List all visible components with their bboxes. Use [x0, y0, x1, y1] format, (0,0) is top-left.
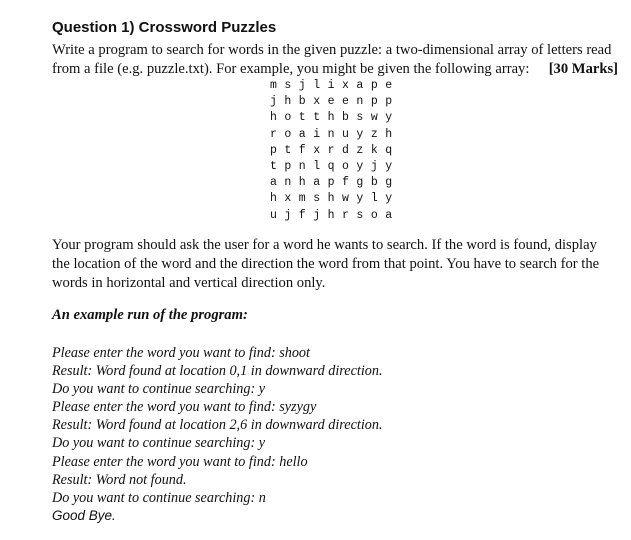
example-heading: An example run of the program:: [52, 307, 248, 323]
example-line: Do you want to continue searching: y: [52, 435, 266, 452]
puzzle-row: h x m s h w y l y: [270, 192, 393, 206]
example-line: Do you want to continue searching: n: [52, 489, 266, 506]
goodbye-text: Good Bye.: [52, 507, 116, 523]
example-line: Please enter the word you want to find: shoot: [52, 345, 310, 361]
marks-label: [30 Marks]: [548, 61, 618, 77]
example-run: [52, 344, 383, 525]
puzzle-row: h o t t h b s w y: [270, 111, 393, 125]
puzzle-row: u j f j h r s o a: [270, 208, 393, 222]
question-title: Question 1) Crossword Puzzles: [52, 19, 277, 36]
puzzle-row: p t f x r d z k q: [270, 143, 393, 157]
puzzle-row: r o a i n u y z h: [270, 127, 393, 141]
question-intro: [52, 41, 618, 79]
puzzle-row: j h b x e e n p p: [270, 95, 393, 109]
intro-text: Write a program to search for words in the given puzzle: a two-dimensional array of letters read from a file (e.g. puzzle.txt). For example, you might be given the following array:: [52, 42, 612, 77]
example-line: Result: Word found at location 2,6 in downward direction.: [52, 417, 383, 434]
example-line: Please enter the word you want to find: syzygy: [52, 399, 317, 416]
example-line: Result: Word found at location 0,1 in downward direction.: [52, 363, 383, 380]
puzzle-row: t p n l q o y j y: [270, 160, 393, 174]
example-line: Do you want to continue searching: y: [52, 381, 266, 398]
example-line: Please enter the word you want to find: hello: [52, 453, 308, 470]
example-line: Result: Word not found.: [52, 471, 187, 488]
instructions-text: Your program should ask the user for a word he wants to search. If the word is found, display the location of the word and the direction the word from that point. You have to search for the words in horizontal and vertical direction only.: [52, 237, 600, 291]
puzzle-row: m s j l i x a p e: [270, 79, 393, 92]
puzzle-row: a n h a p f g b g: [270, 176, 393, 190]
puzzle-grid: [270, 78, 392, 224]
